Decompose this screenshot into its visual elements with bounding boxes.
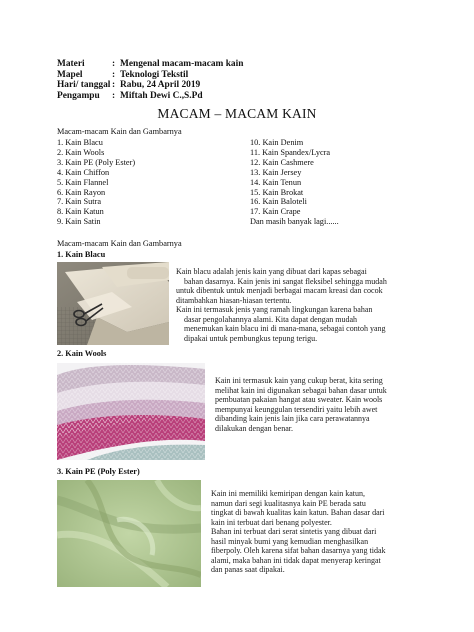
description-line: Kain ini termasuk jenis yang ramah lingkungan karena bahan: [176, 305, 373, 315]
list-item: 9. Kain Satin: [57, 217, 101, 227]
description-line: dan panas saat dipakai.: [211, 565, 285, 575]
meta-row-materi: [57, 59, 243, 70]
description-line: untuk dibentuk untuk menjadi berbagai macam kreasi dan cocok: [176, 286, 383, 296]
list-item: 12. Kain Cashmere: [250, 157, 314, 167]
meta-key: Mapel: [57, 69, 83, 80]
list-item: 4. Kain Chiffon: [57, 167, 110, 177]
description-line: tingkat di bawah kualitas kain katun. Bahan dasar dari: [211, 508, 385, 518]
list-item: 11. Kain Spandex/Lycra: [250, 147, 331, 157]
description-line: melihat kain ini digunakan sebagai bahan dasar untuk: [215, 385, 387, 395]
item-description-blacu: [176, 267, 387, 343]
list-item: 14. Kain Tenun: [250, 177, 302, 187]
list-item: 7. Kain Sutra: [57, 197, 102, 207]
description-line: namun dari segi kualitasnya kain PE berada satu: [211, 498, 366, 508]
list-item: 13. Kain Jersey: [250, 167, 302, 177]
meta-row-mapel: [57, 70, 243, 81]
list-item: 16. Kain Baloteli: [250, 197, 307, 207]
description-line: Kain ini termasuk kain yang cukup berat, kita sering: [215, 376, 383, 385]
item-heading-blacu: 1. Kain Blacu: [57, 250, 106, 259]
meta-separator: :: [112, 59, 116, 69]
list-item: 1. Kain Blacu: [57, 138, 103, 147]
description-line: dilakukan dengan benar.: [215, 423, 293, 433]
list-item: Dan masih banyak lagi......: [250, 217, 339, 227]
document-meta: [57, 59, 243, 101]
list-item: 17. Kain Crape: [250, 207, 301, 217]
meta-row-date: [57, 80, 243, 91]
list-item: 10. Kain Denim: [250, 138, 304, 147]
description-line: ditambahkan hiasan-hiasan tertentu.: [176, 295, 292, 305]
list-item: 15. Kain Brokat: [250, 187, 304, 197]
wool-fabric-photo: [57, 363, 205, 460]
page-title: MACAM – MACAM KAIN: [157, 106, 317, 121]
item-description-polyester: [211, 489, 386, 575]
description-line: hasil minyak bumi yang kemudian menghasilkan: [211, 536, 369, 546]
meta-value: Miftah Dewi C.,S.Pd: [120, 90, 203, 101]
fabric-list-left: [57, 138, 135, 227]
description-line: dasar pengolahannya alami. Kita dapat dengan mudah: [184, 314, 358, 324]
description-line: bahan dasarnya. Kain jenis ini sangat fleksibel sehingga mudah: [184, 276, 387, 286]
description-line: Kain blacu adalah jenis kain yang dibuat dari kapas sebagai: [176, 267, 367, 276]
meta-separator: :: [112, 69, 116, 80]
description-line: dibanding kain jenis lain jika cara perawatannya: [215, 414, 370, 424]
list-item: 5. Kain Flannel: [57, 177, 109, 187]
description-line: alami, maka bahan ini tidak dapat menyerap keringat: [211, 555, 381, 565]
description-line: fiberpoly. Oleh karena sifat bahan dasarnya yang tidak: [211, 546, 386, 556]
description-line: menemukan kain blacu ini di mana-mana, sebagai contoh yang: [184, 324, 386, 334]
fabric-list-right: [250, 138, 339, 227]
description-line: Bahan ini terbuat dari serat sintetis yang dibuat dari: [211, 527, 377, 537]
description-line: Kain ini memiliki kemiripan dengan kain katun,: [211, 489, 365, 498]
polyester-fabric-photo: [57, 480, 201, 587]
description-line: dipakai untuk pembungkus tepung terigu.: [184, 333, 318, 343]
list-item: 6. Kain Rayon: [57, 187, 106, 197]
list-item: 8. Kain Katun: [57, 207, 104, 217]
meta-key: Materi: [57, 59, 85, 69]
meta-value: Rabu, 24 April 2019: [120, 80, 201, 91]
meta-separator: :: [112, 90, 116, 101]
meta-key: Pengampu: [57, 90, 100, 101]
item-heading-polyester: 3. Kain PE (Poly Ester): [57, 467, 140, 476]
list-heading: Macam-macam Kain dan Gambarnya: [57, 127, 182, 136]
meta-value: Teknologi Tekstil: [120, 69, 189, 80]
section-heading: Macam-macam Kain dan Gambarnya: [57, 239, 182, 248]
list-item: 2. Kain Wools: [57, 147, 105, 157]
list-item: 3. Kain PE (Poly Ester): [57, 157, 136, 167]
description-line: kain ini terbuat dari benang polyester.: [211, 517, 332, 527]
meta-row-teacher: [57, 91, 243, 102]
item-heading-wools: 2. Kain Wools: [57, 349, 107, 358]
blacu-fabric-photo: [57, 262, 169, 345]
meta-key: Hari/ tanggal: [57, 80, 111, 91]
description-line: pembuatan pakaian hangat atau sweater. Kain wools: [215, 395, 383, 405]
meta-separator: :: [112, 80, 116, 91]
item-description-wools: [215, 376, 387, 433]
description-line: mempunyai keunggulan tersendiri yaitu lebih awet: [215, 404, 378, 414]
meta-value: Mengenal macam-macam kain: [120, 59, 244, 69]
